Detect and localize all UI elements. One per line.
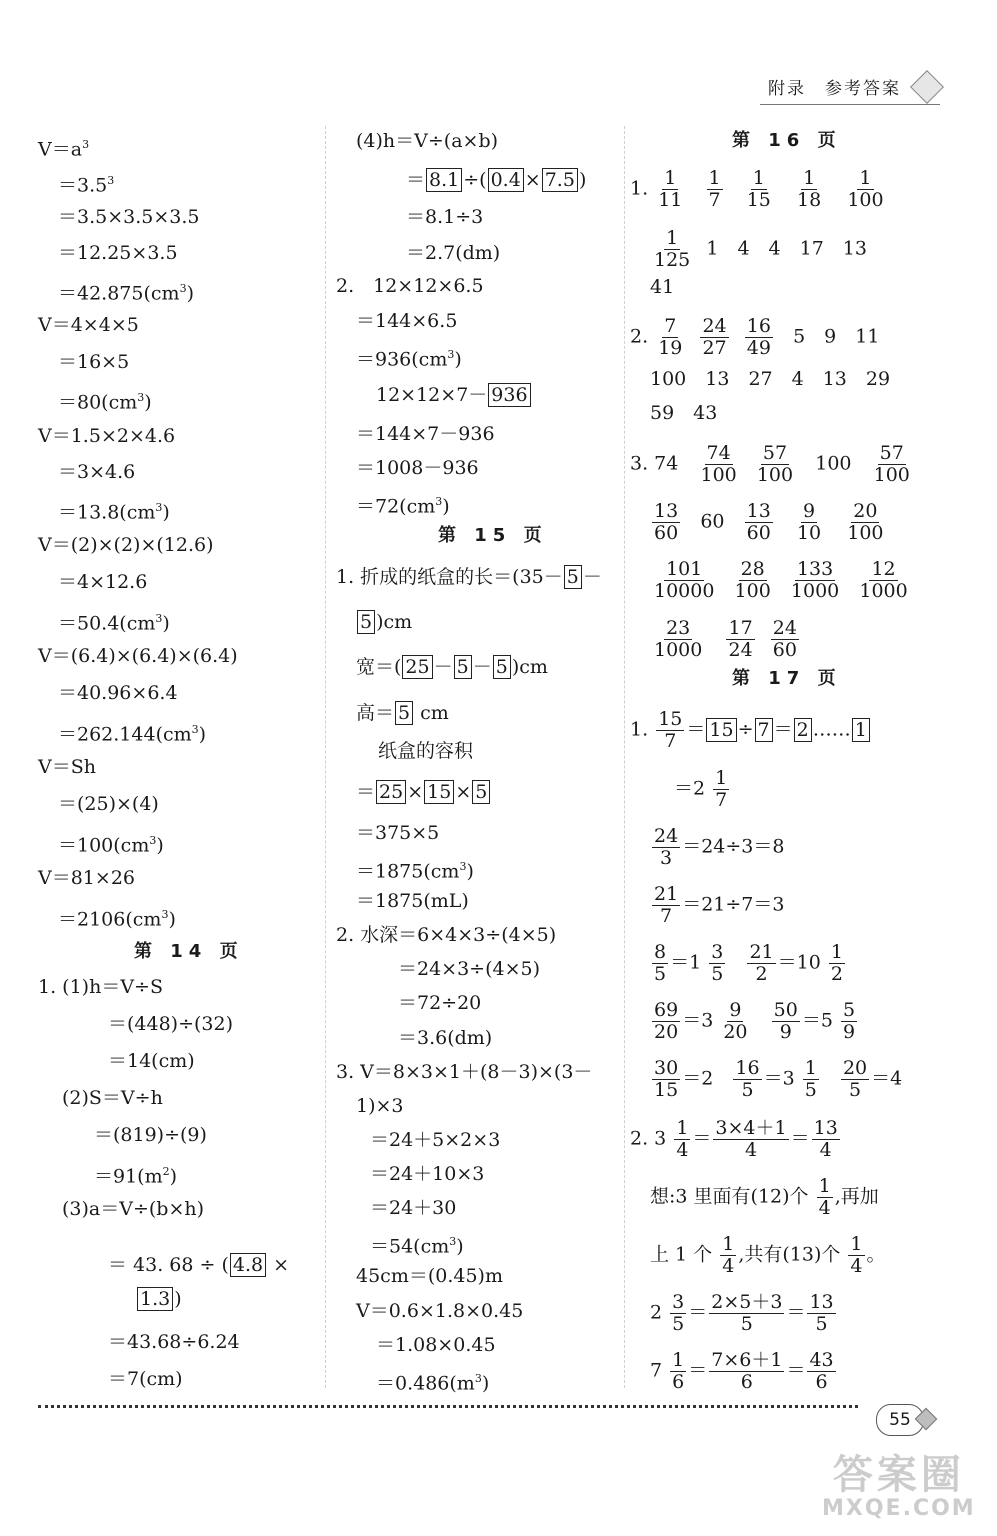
footer-dotted-rule: [38, 1405, 858, 1408]
header-label: 附录 参考答案: [768, 79, 901, 99]
section-heading-page-14: 第 14 页: [134, 941, 244, 962]
answer-line: 1. 折成的纸盒的长＝(35－ 5 －: [336, 566, 602, 588]
answer-line: $\frac{13}{60}$ 60 $\frac{13}{60}$ $\frac{9}{10}$ $\frac{20}{100}$: [654, 500, 884, 544]
answer-line: $=1875(cm^3)$: [356, 860, 474, 883]
answer-line: $=72(cm^3)$: [356, 495, 450, 518]
page-header: [768, 74, 939, 99]
answer-line: $=100(cm^3)$: [58, 834, 164, 857]
answer-line: $=50.4(cm^3)$: [58, 612, 170, 635]
answer-line: 1)×3: [356, 1095, 404, 1117]
answer-line: 上 1 个 $\frac{1}{4}$ ,共有(13)个 $\frac{1}{4}$ 。: [650, 1233, 886, 1277]
answer-line: 5 )cm: [356, 607, 412, 637]
watermark-logo: [822, 1452, 976, 1526]
answer-line: 2. 12×12×6.5: [336, 275, 484, 297]
answer-line: $=2106(cm^3)$: [58, 908, 176, 931]
answer-line: 2. 水深＝6×4×3÷(4×5): [336, 924, 557, 946]
header-rule: [760, 104, 940, 105]
answer-line: ＝4×12.6: [58, 571, 148, 593]
column-divider: [325, 126, 326, 1388]
answer-line: $\frac{1}{125}$ 1 4 4 17 13: [654, 227, 867, 271]
answer-line: $\frac{30}{15}$ ＝2 $\frac{16}{5}$ ＝3 $\frac{1}{5}$ $\frac{20}{5}$ ＝4: [654, 1057, 903, 1101]
answer-line: 3. V＝8×3×1＋(8－3)×(3－: [336, 1061, 593, 1083]
answer-line: ＝24＋5×2×3: [370, 1129, 501, 1151]
answer-line: $\frac{21}{7}$ ＝21÷7＝3: [654, 883, 785, 927]
answer-line: V＝1.5×2×4.6: [38, 425, 176, 447]
answer-line: V＝4×4×5: [38, 314, 139, 336]
answer-line: ＝ 8.1 ÷( 0.4 × 7.5 ): [406, 169, 587, 191]
answer-line: 纸盒的容积: [378, 740, 474, 762]
answer-line: 3. 74 $\frac{74}{100}$ $\frac{57}{100}$ 100 $\frac{57}{100}$: [630, 442, 910, 486]
answer-line: ＝12.25×3.5: [58, 242, 178, 264]
answer-line: ＝144×6.5: [356, 310, 458, 332]
column-divider: [624, 126, 625, 1388]
answer-line: ＝24＋10×3: [370, 1163, 485, 1185]
answer-line: ＝ 43. 68 ÷ ( 4.8 ×: [108, 1254, 290, 1276]
answer-line: 想:3 里面有(12)个 $\frac{1}{4}$ ,再加: [650, 1175, 879, 1219]
answer-line: ＝3×4.6: [58, 461, 136, 483]
answer-line: 12×12×7－ 936: [376, 380, 532, 410]
answer-line: $=54(cm^3)$: [370, 1235, 464, 1258]
answer-line: ＝2.7(dm): [406, 242, 501, 264]
answer-line: 高＝ 5 cm: [356, 702, 449, 724]
answer-line: $\frac{8}{5}$ ＝1 $\frac{3}{5}$ $\frac{21}{2}$ ＝10 $\frac{1}{2}$: [654, 941, 843, 985]
answer-line: V＝0.6×1.8×0.45: [356, 1300, 524, 1322]
answer-line: $\frac{24}{3}$ ＝24÷3＝8: [654, 825, 785, 869]
answer-line: ＝144×7－936: [356, 423, 495, 445]
answer-line: $=936(cm^3)$: [356, 348, 462, 371]
answer-line: ＝375×5: [356, 822, 440, 844]
answer-line: ＝1875(mL): [356, 890, 469, 912]
answer-line: ＝7(cm): [108, 1368, 183, 1390]
answer-line: $=13.8(cm^3)$: [58, 501, 170, 524]
answer-line: $=3.5^3$: [58, 174, 115, 197]
answer-line: (2)S＝V÷h: [62, 1087, 163, 1109]
answer-line: 59 43: [650, 402, 718, 424]
answer-line: V＝81×26: [38, 867, 135, 889]
answer-line: ＝72÷20: [398, 992, 482, 1014]
answer-line: (3)a＝V÷(b×h): [62, 1198, 205, 1220]
answer-line: ＝24×3÷(4×5): [398, 958, 541, 980]
answer-line: V＝Sh: [38, 756, 96, 778]
answer-line: ＝43.68÷6.24: [108, 1331, 240, 1353]
answer-line: ＝1008－936: [356, 457, 479, 479]
answer-line: 41: [650, 276, 675, 298]
answer-line: ＝(819)÷(9): [94, 1124, 207, 1146]
answer-line: ＝(448)÷(32): [108, 1013, 234, 1035]
answer-line: $=42.875(cm^3)$: [58, 282, 194, 305]
answer-line: $V=a^3$: [38, 138, 90, 161]
answer-line: 7 $\frac{1}{6}$ ＝ $\frac{7\times 6+1}{6}$ ＝ $\frac{43}{6}$: [650, 1349, 834, 1393]
answer-line: 1.3 ): [136, 1284, 182, 1314]
section-heading-page-17: 第 17 页: [732, 668, 842, 689]
answer-line: ＝2 $\frac{1}{7}$: [674, 767, 728, 811]
answer-line: ＝14(cm): [108, 1050, 195, 1072]
answer-line: ＝ 25 × 15 × 5: [356, 777, 491, 807]
answer-line: V＝(6.4)×(6.4)×(6.4): [38, 645, 238, 667]
page-number: 55: [876, 1404, 924, 1436]
answer-line: $\frac{101}{10000}$ $\frac{28}{100}$ $\frac{133}{1000}$ $\frac{12}{1000}$: [654, 558, 908, 602]
answer-line: $=80(cm^3)$: [58, 391, 152, 414]
answer-line: ＝1.08×0.45: [376, 1334, 496, 1356]
answer-line: $=91(m^2)$: [94, 1165, 178, 1188]
answer-line: 2. 3 $\frac{1}{4}$ ＝ $\frac{3\times 4+1}{4}$ ＝ $\frac{13}{4}$: [630, 1117, 838, 1161]
answer-line: ＝8.1÷3: [406, 206, 484, 228]
answer-line: (4)h＝V÷(a×b): [356, 130, 499, 152]
answer-line: $=0.486(m^3)$: [376, 1372, 490, 1395]
watermark-line-2: MXQE.COM: [822, 1496, 976, 1521]
watermark-line-1: 答案圈: [832, 1452, 965, 1498]
answer-line: $\frac{23}{1000}$ $\frac{17}{24}$ $\frac{24}{60}$: [654, 617, 797, 661]
answer-line: ＝(25)×(4): [58, 793, 159, 815]
answer-line: ＝3.5×3.5×3.5: [58, 206, 200, 228]
answer-line: ＝16×5: [58, 351, 130, 373]
answer-line: V＝(2)×(2)×(12.6): [38, 534, 214, 556]
answer-line: 2 $\frac{3}{5}$ ＝ $\frac{2\times 5+3}{5}$ ＝ $\frac{13}{5}$: [650, 1291, 834, 1335]
answer-line: 宽＝( 25 － 5 － 5 )cm: [356, 656, 548, 678]
answer-line: 1. $\frac{1}{11}$ $\frac{1}{7}$ $\frac{1}{15}$ $\frac{1}{18}$ $\frac{1}{100}$: [630, 167, 884, 211]
answer-line: $=262.144(cm^3)$: [58, 723, 207, 746]
section-heading-page-15: 第 15 页: [438, 525, 548, 546]
answer-line: $\frac{69}{20}$ ＝3 $\frac{9}{20}$ $\frac{50}{9}$ ＝5 $\frac{5}{9}$: [654, 999, 856, 1043]
answer-line: ＝40.96×6.4: [58, 682, 178, 704]
answer-line: 2. $\frac{7}{19}$ $\frac{24}{27}$ $\frac{16}{49}$ 5 9 11: [630, 315, 880, 359]
answer-line: 45cm＝(0.45)m: [356, 1265, 503, 1287]
answer-line: 100 13 27 4 13 29: [650, 368, 891, 390]
answer-line: ＝3.6(dm): [398, 1027, 493, 1049]
answer-line: 1. (1)h＝V÷S: [38, 976, 163, 998]
section-heading-page-16: 第 16 页: [732, 130, 842, 151]
answer-line: 1. $\frac{15}{7}$ ＝ 15 ÷ 7 ＝ 2 …… 1: [630, 709, 871, 752]
answer-line: ＝24＋30: [370, 1197, 457, 1219]
diamond-icon: [910, 70, 944, 104]
